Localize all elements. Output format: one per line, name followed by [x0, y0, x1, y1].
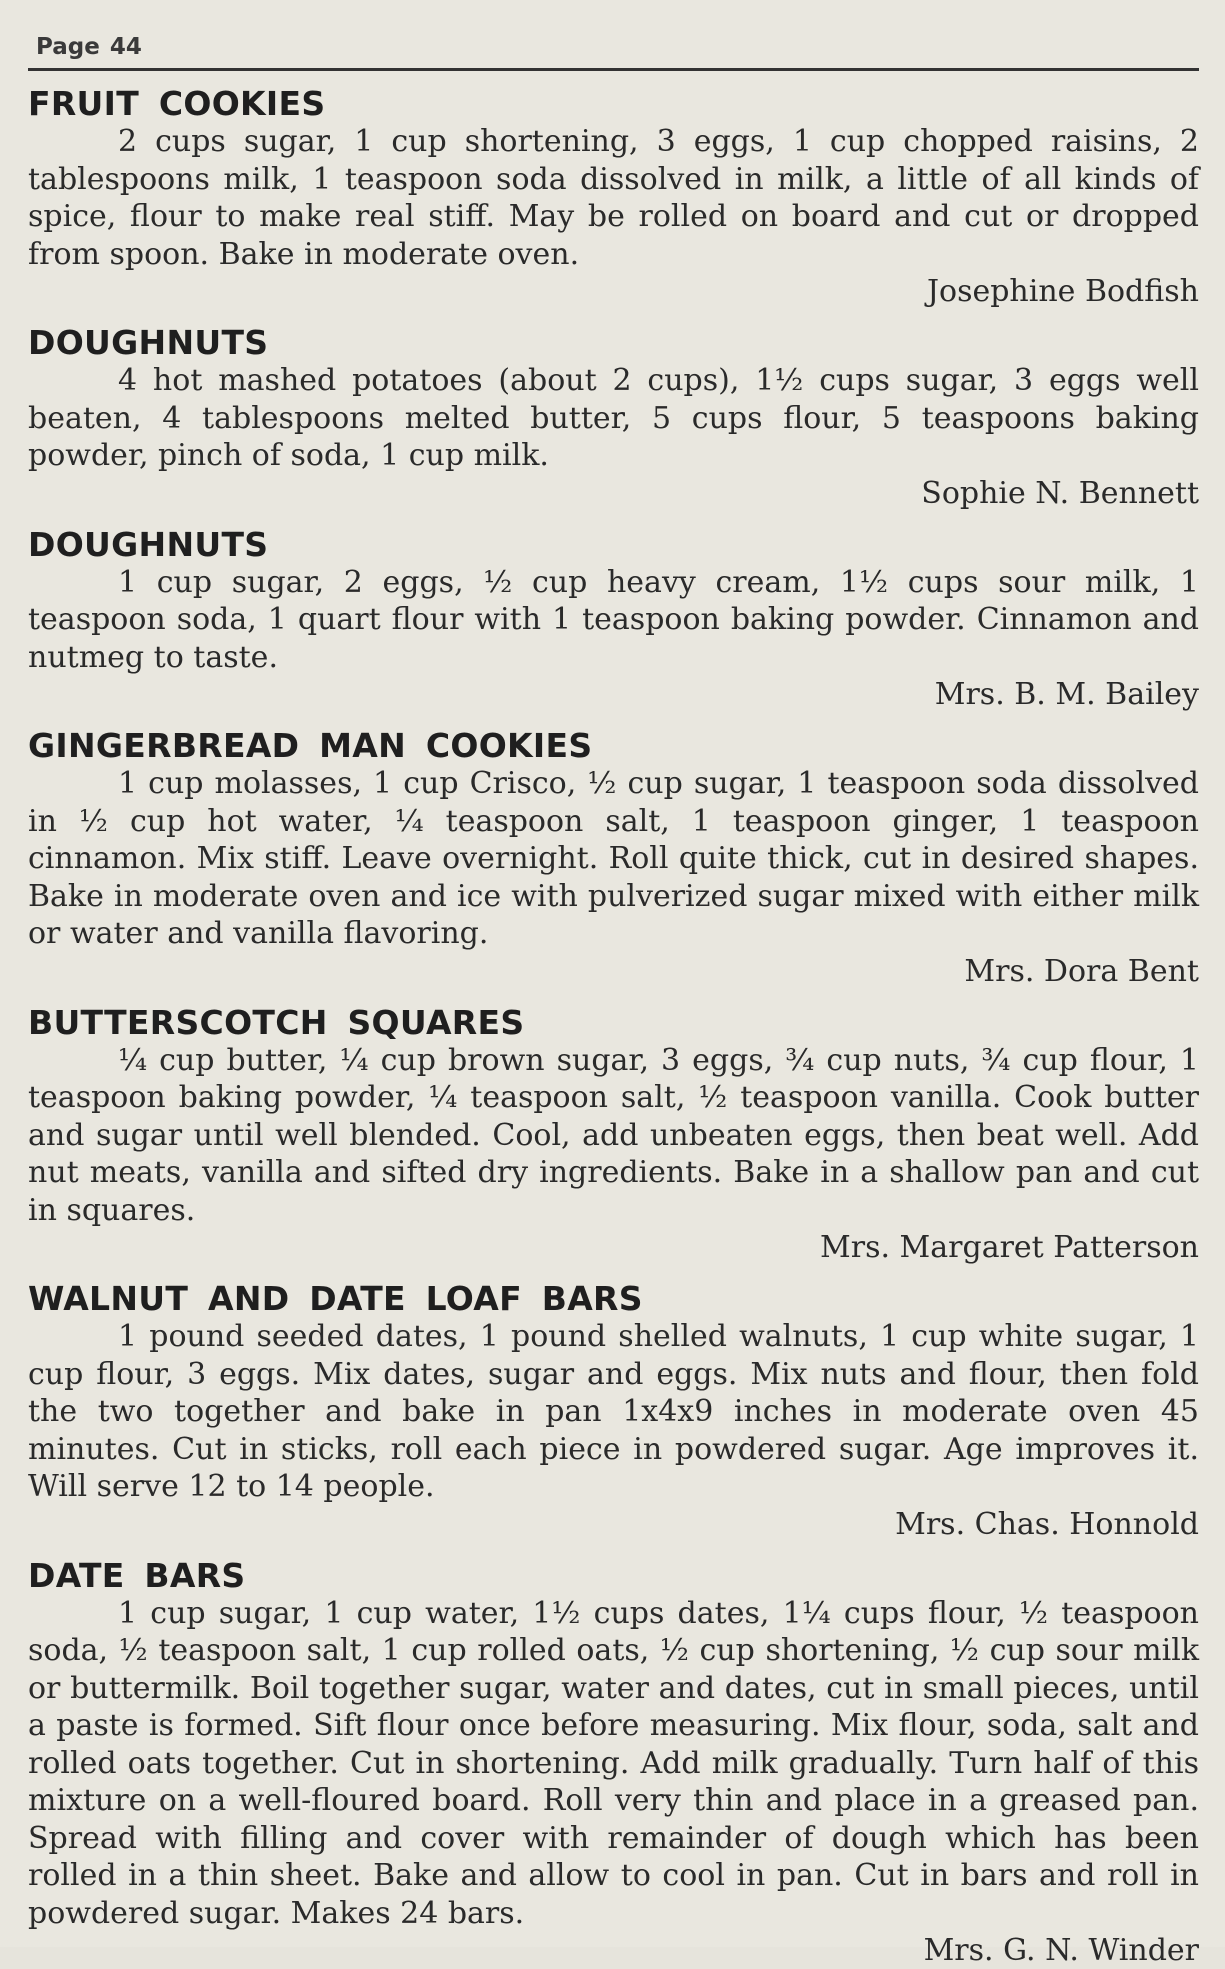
recipe-date-bars	[28, 1557, 1199, 1969]
recipe-author: Sophie N. Bennett	[28, 475, 1199, 512]
recipe-fruit-cookies	[28, 85, 1199, 310]
recipe-title: FRUIT COOKIES	[28, 85, 1199, 123]
recipe-body: 1 cup molasses, 1 cup Crisco, ½ cup sugar, 1 teaspoon soda dissolved in ½ cup hot water, ¼ teaspoon salt, 1 teaspoon ginger, 1 teaspoon cinnamon. Mix stiff. Leave overnight. Roll quite thick, cut in desired shapes. Bake in moderate oven and ice with pulverized sugar mixed with either milk or water and vanilla flavoring.	[28, 765, 1199, 953]
recipe-author: Mrs. Dora Bent	[28, 953, 1199, 990]
recipe-author: Josephine Bodfish	[28, 273, 1199, 310]
recipe-title: DATE BARS	[28, 1557, 1199, 1595]
recipe-body: 1 cup sugar, 1 cup water, 1½ cups dates, 1¼ cups flour, ½ teaspoon soda, ½ teaspoon salt, 1 cup rolled oats, ½ cup shortening, ½ cup sour milk or buttermilk. Boil together sugar, water and dates, cut in small pieces, until a paste is formed. Sift flour once before measuring. Mix flour, soda, salt and rolled oats together. Cut in shortening. Add milk gradually. Turn half of this mixture on a well-floured board. Roll very thin and place in a greased pan. Spread with filling and cover with remainder of dough which has been rolled in a thin sheet. Bake and allow to cool in pan. Cut in bars and roll in powdered sugar. Makes 24 bars.	[28, 1595, 1199, 1933]
recipe-title: DOUGHNUTS	[28, 324, 1199, 362]
recipe-body: 1 cup sugar, 2 eggs, ½ cup heavy cream, 1½ cups sour milk, 1 teaspoon soda, 1 quart flour with 1 teaspoon baking powder. Cinnamon and nutmeg to taste.	[28, 564, 1199, 677]
recipe-doughnuts-1	[28, 324, 1199, 512]
recipe-body: ¼ cup butter, ¼ cup brown sugar, 3 eggs, ¾ cup nuts, ¾ cup flour, 1 teaspoon baking powder, ¼ teaspoon salt, ½ teaspoon vanilla. Cook butter and sugar until well blended. Cool, add unbeaten eggs, then beat well. Add nut meats, vanilla and sifted dry ingredients. Bake in a shallow pan and cut in squares.	[28, 1042, 1199, 1230]
recipe-gingerbread-man-cookies	[28, 727, 1199, 990]
page-header	[28, 18, 1199, 60]
recipe-doughnuts-2	[28, 526, 1199, 714]
recipe-title: WALNUT AND DATE LOAF BARS	[28, 1280, 1199, 1318]
recipe-title: BUTTERSCOTCH SQUARES	[28, 1004, 1199, 1042]
recipe-title: GINGERBREAD MAN COOKIES	[28, 727, 1199, 765]
recipe-title: DOUGHNUTS	[28, 526, 1199, 564]
recipe-author: Mrs. Margaret Patterson	[28, 1229, 1199, 1266]
page-number: 44	[110, 34, 142, 60]
header-rule	[28, 68, 1199, 71]
page-label: Page	[36, 34, 100, 60]
recipe-body: 4 hot mashed potatoes (about 2 cups), 1½ cups sugar, 3 eggs well beaten, 4 tablespoons melted butter, 5 cups flour, 5 teaspoons baking powder, pinch of soda, 1 cup milk.	[28, 362, 1199, 475]
recipe-walnut-date-loaf-bars	[28, 1280, 1199, 1543]
recipe-author: Mrs. Chas. Honnold	[28, 1506, 1199, 1543]
recipe-butterscotch-squares	[28, 1004, 1199, 1267]
recipe-author: Mrs. B. M. Bailey	[28, 676, 1199, 713]
recipe-body: 2 cups sugar, 1 cup shortening, 3 eggs, 1 cup chopped raisins, 2 tablespoons milk, 1 teaspoon soda dissolved in milk, a little of all kinds of spice, flour to make real stiff. May be rolled on board and cut or dropped from spoon. Bake in moderate oven.	[28, 123, 1199, 273]
recipe-body: 1 pound seeded dates, 1 pound shelled walnuts, 1 cup white sugar, 1 cup flour, 3 eggs. Mix dates, sugar and eggs. Mix nuts and flour, then fold the two together and bake in pan 1x4x9 inches in moderate oven 45 minutes. Cut in sticks, roll each piece in powdered sugar. Age improves it. Will serve 12 to 14 people.	[28, 1318, 1199, 1506]
recipe-author: Mrs. G. N. Winder	[28, 1932, 1199, 1969]
